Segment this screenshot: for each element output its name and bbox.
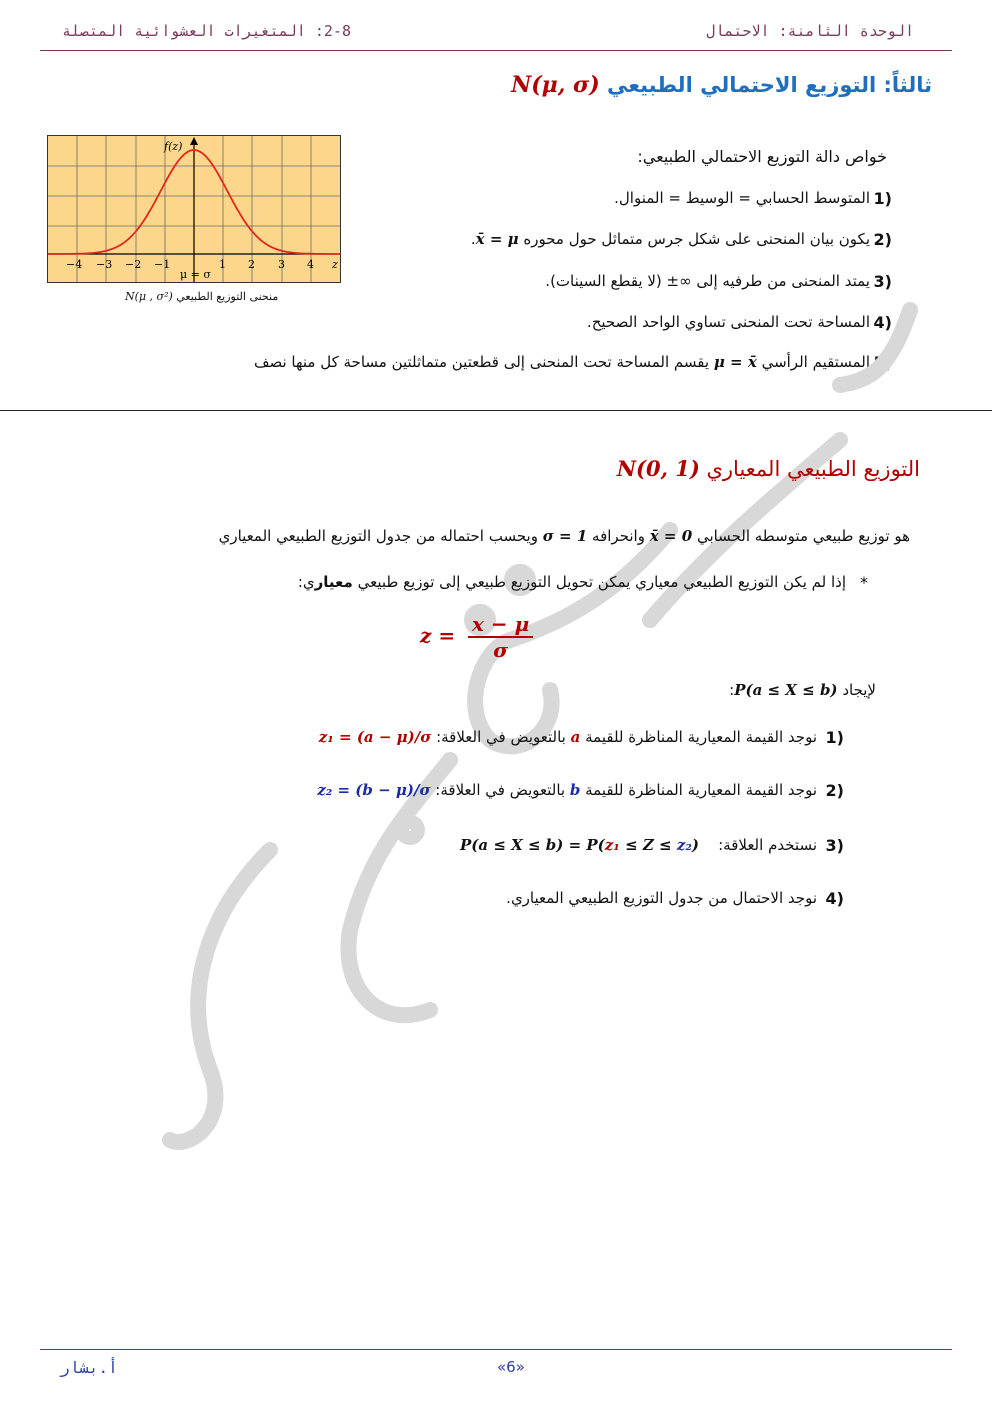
step-3-z2: z₂ — [676, 836, 692, 854]
x-tick: 4 — [307, 258, 314, 271]
property-4: المساحة تحت المنحنى تساوي الواحد الصحيح. — [586, 313, 870, 331]
formula-denominator: σ — [493, 638, 509, 662]
conversion-note — [298, 573, 846, 591]
x-tick: −4 — [66, 258, 83, 271]
step-number: 2) — [825, 781, 844, 800]
property-5-text-after: يقسم المساحة تحت المنحنى إلى قطعتين متماثلتين مساحة كل منها نصف — [253, 353, 710, 371]
section3-notation: N(μ, σ) — [511, 72, 600, 98]
section4-title-text: التوزيع الطبيعي المعياري — [706, 457, 920, 481]
footer-divider — [40, 1349, 952, 1350]
property-5-text-before: المستقيم الرأسي — [761, 353, 870, 371]
x-tick: −1 — [154, 258, 171, 271]
graph-caption-text: منحنى التوزيع الطبيعي — [176, 290, 279, 303]
to-find-math: P(a ≤ X ≤ b) — [734, 681, 838, 699]
section4-notation: N(0, 1) — [616, 456, 700, 481]
normal-curve-graph — [47, 135, 341, 283]
step-2-var: b — [569, 781, 581, 799]
property-5-math: μ = x̄ — [713, 353, 757, 371]
step-3-close: ) — [691, 836, 700, 854]
formula-numerator: x − μ — [468, 612, 533, 638]
step-3 — [460, 836, 817, 854]
normal-curve-svg — [48, 136, 340, 282]
prop-number: 5) — [873, 353, 892, 372]
definition-math-1: 0 = x̄ — [649, 527, 693, 545]
page-number: «6» — [497, 1358, 525, 1376]
property-2-text: يكون بيان المنحنى على شكل جرس متماثل حول محوره — [523, 230, 870, 248]
step-4: نوجد الاحتمال من جدول التوزيع الطبيعي المعياري. — [506, 889, 817, 907]
x-axis-label: z — [332, 258, 338, 271]
step-1-formula: z₁ = (a − μ)/σ — [318, 728, 432, 746]
step-number: 1) — [825, 728, 844, 747]
step-3-formula — [460, 836, 699, 854]
x-tick: −2 — [125, 258, 142, 271]
properties-intro: خواص دالة التوزيع الاحتمالي الطبيعي: — [637, 147, 887, 166]
x-tick: 1 — [219, 258, 226, 271]
formula-lhs: z = — [420, 623, 456, 648]
step-3-text: نستخدم العلاقة: — [718, 836, 817, 854]
definition-text-1: هو توزيع طبيعي متوسطه الحسابي — [696, 527, 910, 545]
lesson-title: 2-8: المتغيرات العشوائية المتصلة — [62, 22, 351, 40]
x-tick: 3 — [278, 258, 285, 271]
standard-normal-definition — [219, 527, 910, 545]
footer-author: أ.بشار — [60, 1358, 118, 1377]
step-2-text: نوجد القيمة المعيارية المناظرة للقيمة — [585, 781, 817, 799]
step-1-text2: بالتعويض في العلاقة: — [436, 728, 566, 746]
x-tick: 2 — [248, 258, 255, 271]
star-bullet-icon: * — [860, 573, 868, 592]
y-axis-label: f(z) — [164, 140, 183, 153]
definition-math-2: 1 = σ — [542, 527, 588, 545]
prop-number: 3) — [873, 272, 892, 291]
property-2 — [471, 230, 870, 248]
unit-title: الوحدة الثامنة: الاحتمال — [706, 22, 914, 40]
section4-title — [617, 456, 920, 481]
prop-number: 1) — [873, 189, 892, 208]
note-tail: ي: — [297, 573, 315, 591]
definition-text-3: ويحسب احتماله من جدول التوزيع الطبيعي المعياري — [218, 527, 538, 545]
to-find-line — [729, 681, 876, 699]
step-1-text: نوجد القيمة المعيارية المناظرة للقيمة — [585, 728, 817, 746]
graph-caption-math: N(μ , σ²) — [125, 290, 173, 303]
definition-text-2: وانحرافه — [592, 527, 645, 545]
step-1 — [319, 728, 817, 746]
prop-number: 2) — [873, 230, 892, 249]
step-2 — [317, 781, 817, 799]
step-number: 3) — [825, 836, 844, 855]
formula-fraction — [468, 612, 533, 662]
note-text: إذا لم يكن التوزيع الطبيعي معياري يمكن تحويل التوزيع طبيعي إلى توزيع طبيعي — [357, 573, 846, 591]
x-tick: −3 — [96, 258, 113, 271]
step-3-z1: z₁ — [604, 836, 620, 854]
step-2-text2: بالتعويض في العلاقة: — [435, 781, 566, 799]
step-1-var: a — [570, 728, 581, 746]
to-find-label: لإيجاد — [842, 681, 876, 699]
step-3-formula-a: P(a ≤ X ≤ b) = P( — [460, 836, 605, 854]
section3-title-text: ثالثاً: التوزيع الاحتمالي الطبيعي — [606, 73, 932, 97]
step-number: 4) — [825, 889, 844, 908]
prop-number: 4) — [873, 313, 892, 332]
header-divider — [40, 50, 952, 51]
step-3-mid: ≤ Z ≤ — [619, 836, 677, 854]
property-2-tail: . — [470, 230, 476, 248]
property-2-math: x̄ = μ — [475, 230, 519, 248]
step-2-formula: z₂ = (b − μ)/σ — [317, 781, 431, 799]
property-3: يمتد المنحنى من طرفيه إلى ∞± (لا يقطع السينات). — [545, 272, 870, 290]
section3-title — [511, 72, 932, 98]
center-label: μ = σ — [180, 268, 211, 281]
note-bold: معيار — [314, 573, 353, 591]
z-score-formula — [420, 612, 533, 662]
to-find-tail: : — [729, 681, 735, 699]
property-1: المتوسط الحسابي = الوسيط = المنوال. — [614, 189, 870, 207]
